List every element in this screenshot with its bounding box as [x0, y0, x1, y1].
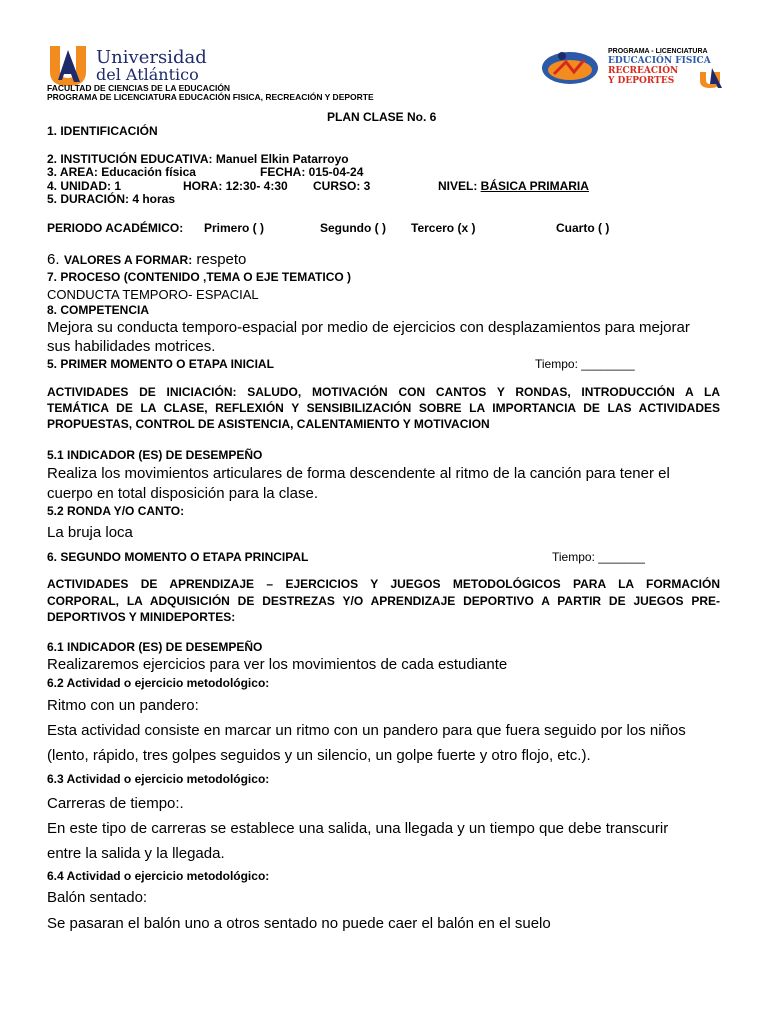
actividad-62-title: Ritmo con un pandero: — [47, 697, 199, 714]
program-logo-line-1: PROGRAMA - LICENCIATURA — [608, 48, 708, 55]
actividad-64-label: 6.4 Actividad o ejercicio metodológico: — [47, 869, 270, 883]
nivel-line — [438, 179, 589, 193]
program-logo-line-3: RECREACIÓN — [608, 66, 679, 76]
nivel-label: NIVEL: — [438, 179, 481, 193]
valores-value: respeto — [192, 251, 247, 268]
indicador-61-value: Realizaremos ejercicios para ver los movimientos de cada estudiante — [47, 656, 508, 673]
fecha-line: FECHA: 015-04-24 — [260, 165, 364, 179]
universidad-del-atlantico-logo — [46, 42, 216, 86]
aprendizaje-line-3: DEPORTIVOS Y MINIDEPORTES: — [47, 610, 236, 624]
faculty-name: FACULTAD DE CIENCIAS DE LA EDUCACIÓN — [47, 83, 231, 93]
indicador-51-label: 5.1 INDICADOR (ES) DE DESEMPEÑO — [47, 448, 263, 462]
valores-line — [47, 251, 246, 269]
actividad-64-title: Balón sentado: — [47, 889, 148, 906]
nivel-value: BÁSICA PRIMARIA — [480, 179, 589, 193]
logo-line-1: Universidad — [96, 47, 207, 68]
primer-momento-tiempo: Tiempo: ________ — [535, 357, 635, 371]
periodo-tercero: Tercero (x ) — [411, 221, 476, 235]
actividad-62-line-1: Esta actividad consiste en marcar un ritmo con un pandero para que fuera seguido por los niños — [47, 722, 686, 739]
iniciacion-line-1: ACTIVIDADES DE INICIACIÓN: SALUDO, MOTIVACIÓN CON CANTOS Y RONDAS, INTRODUCCIÓN A LA — [47, 385, 720, 399]
iniciacion-line-3: PROPUESTAS, CONTROL DE ASISTENCIA, CALENTAMIENTO Y MOTIVACION — [47, 417, 490, 431]
duracion-line: 5. DURACIÓN: 4 horas — [47, 192, 176, 206]
primer-momento-label: 5. PRIMER MOMENTO O ETAPA INICIAL — [47, 357, 274, 371]
program-logo-line-2: EDUCACIÓN FISICA — [608, 56, 711, 66]
logo-line-2: del Atlántico — [96, 65, 199, 84]
ronda-value: La bruja loca — [47, 524, 133, 541]
segundo-momento-label: 6. SEGUNDO MOMENTO O ETAPA PRINCIPAL — [47, 550, 309, 564]
page-title: PLAN CLASE No. 6 — [327, 110, 437, 124]
proceso-label: 7. PROCESO (CONTENIDO ,TEMA O EJE TEMATICO ) — [47, 270, 352, 284]
actividad-63-title: Carreras de tiempo:. — [47, 795, 184, 812]
actividad-63-line-2: entre la salida y la llegada. — [47, 845, 225, 862]
actividad-64-line-1: Se pasaran el balón uno a otros sentado no puede caer el balón en el suelo — [47, 915, 551, 932]
periodo-segundo: Segundo ( ) — [320, 221, 386, 235]
actividad-63-label: 6.3 Actividad o ejercicio metodológico: — [47, 772, 270, 786]
valores-num: 6. — [47, 251, 60, 268]
programa-licenciatura-logo — [540, 44, 740, 88]
iniciacion-line-2: TEMÁTICA DE LA CLASE, REFLEXIÓN Y SENSIBILIZACIÓN SOBRE LA IMPORTANCIA DE LAS ACTIVIDADES — [47, 401, 720, 415]
valores-label: VALORES A FORMAR: — [63, 253, 193, 267]
periodo-cuarto: Cuarto ( ) — [556, 221, 610, 235]
indicador-51-line-2: cuerpo en total disposición para la clase. — [47, 485, 318, 502]
actividad-62-line-2: (lento, rápido, tres golpes seguidos y un silencio, un golpe fuerte y otro flojo, etc.). — [47, 747, 591, 764]
area-line: 3. AREA: Educación física — [47, 165, 196, 179]
ronda-label: 5.2 RONDA Y/O CANTO: — [47, 504, 185, 518]
unidad-line: 4. UNIDAD: 1 — [47, 179, 122, 193]
competencia-line-2: sus habilidades motrices. — [47, 338, 216, 355]
indicador-51-line-1: Realiza los movimientos articulares de forma descendente al ritmo de la canción para tener el — [47, 465, 670, 482]
periodo-primero: Primero ( ) — [204, 221, 265, 235]
actividad-63-line-1: En este tipo de carreras se establece una salida, una llegada y un tiempo que debe transcurir — [47, 820, 669, 837]
indicador-61-label: 6.1 INDICADOR (ES) DE DESEMPEÑO — [47, 640, 263, 654]
competencia-line-1: Mejora su conducta temporo-espacial por medio de ejercicios con desplazamientos para mejorar — [47, 319, 690, 336]
hora-line: HORA: 12:30- 4:30 — [183, 179, 288, 193]
aprendizaje-line-1: ACTIVIDADES DE APRENDIZAJE – EJERCICIOS Y JUEGOS METODOLÓGICOS PARA LA FORMACIÓN — [47, 577, 720, 591]
segundo-momento-tiempo: Tiempo: _______ — [552, 550, 645, 564]
section-identificacion: 1. IDENTIFICACIÓN — [47, 124, 158, 138]
curso-line: CURSO: 3 — [313, 179, 371, 193]
competencia-label: 8. COMPETENCIA — [47, 303, 150, 317]
actividad-62-label: 6.2 Actividad o ejercicio metodológico: — [47, 676, 270, 690]
program-logo-line-4: Y DEPORTES — [608, 76, 675, 86]
periodo-label: PERIODO ACADÉMICO: — [47, 221, 184, 235]
institucion-line: 2. INSTITUCIÓN EDUCATIVA: Manuel Elkin Patarroyo — [47, 152, 349, 166]
proceso-value: CONDUCTA TEMPORO- ESPACIAL — [47, 287, 259, 302]
program-name: PROGRAMA DE LICENCIATURA EDUCACIÓN FISICA, RECREACIÓN Y DEPORTE — [47, 92, 374, 102]
aprendizaje-line-2: CORPORAL, LA ADQUISICIÓN DE DESTREZAS Y/O APRENDIZAJE DEPORTIVO A PARTIR DE JUEGOS PRE- — [47, 594, 720, 608]
